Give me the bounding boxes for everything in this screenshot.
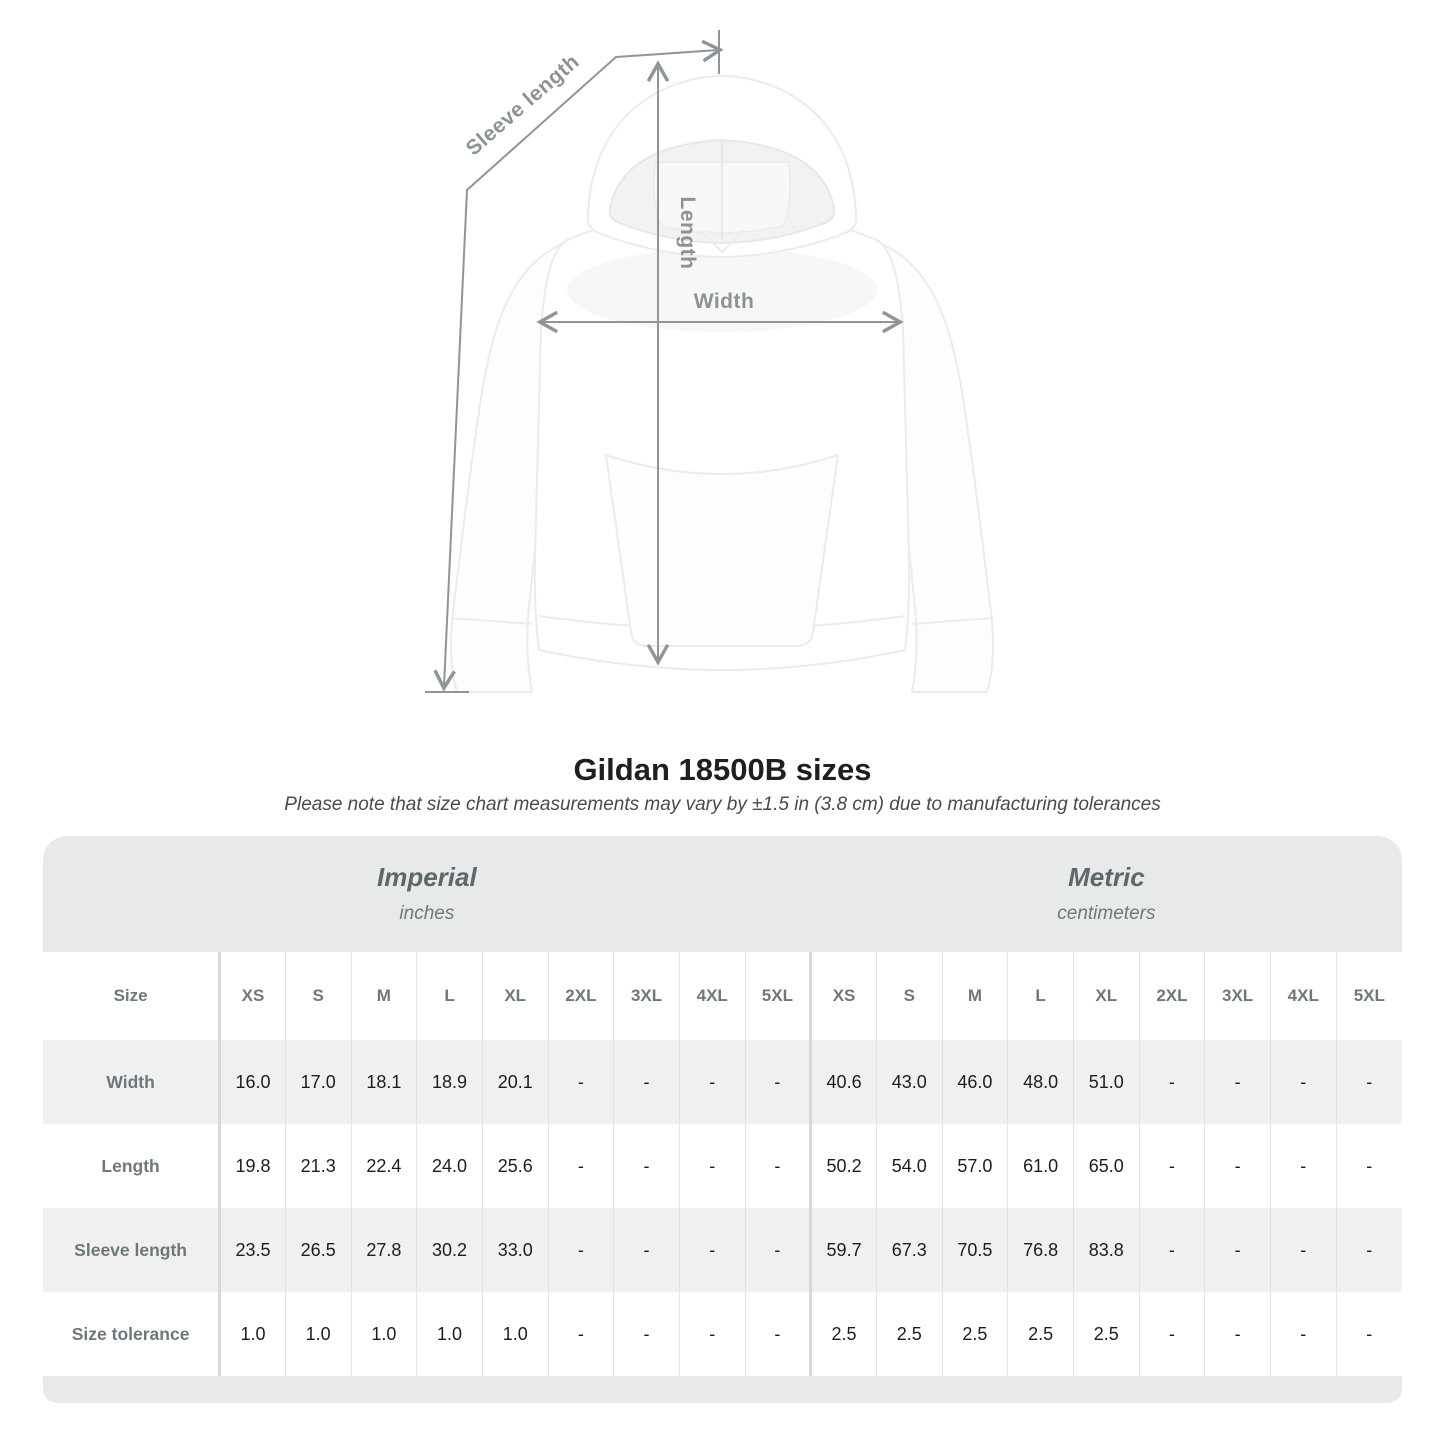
value-cell-imperial-m: 1.0	[351, 1292, 417, 1376]
imperial-unit: inches	[399, 903, 455, 925]
value-cell-imperial-2xl: -	[548, 1208, 614, 1292]
value-cell-metric-xs: 40.6	[811, 1040, 877, 1124]
size-header-metric-4xl: 4XL	[1270, 952, 1336, 1040]
size-header-imperial-m: M	[351, 952, 417, 1040]
value-cell-imperial-l: 18.9	[417, 1040, 483, 1124]
metric-unit: centimeters	[1057, 903, 1156, 925]
size-header-metric-l: L	[1008, 952, 1074, 1040]
size-header-imperial-l: L	[417, 952, 483, 1040]
size-header-imperial-s: S	[285, 952, 351, 1040]
value-cell-imperial-m: 18.1	[351, 1040, 417, 1124]
table-row	[43, 1040, 1402, 1124]
size-header-metric-s: S	[876, 952, 942, 1040]
value-cell-metric-5xl: -	[1336, 1040, 1402, 1124]
value-cell-metric-xs: 50.2	[811, 1124, 877, 1208]
value-cell-metric-s: 2.5	[876, 1292, 942, 1376]
value-cell-imperial-2xl: -	[548, 1292, 614, 1376]
table-row	[43, 1124, 1402, 1208]
value-cell-metric-l: 61.0	[1008, 1124, 1074, 1208]
size-header-imperial-xl: XL	[482, 952, 548, 1040]
size-header-metric-5xl: 5XL	[1336, 952, 1402, 1040]
size-header-row	[43, 952, 1402, 1040]
value-cell-imperial-l: 1.0	[417, 1292, 483, 1376]
value-cell-metric-xl: 2.5	[1073, 1292, 1139, 1376]
value-cell-imperial-4xl: -	[679, 1292, 745, 1376]
value-cell-imperial-4xl: -	[679, 1208, 745, 1292]
value-cell-imperial-xs: 16.0	[220, 1040, 286, 1124]
value-cell-imperial-5xl: -	[745, 1208, 811, 1292]
value-cell-metric-5xl: -	[1336, 1208, 1402, 1292]
value-cell-metric-2xl: -	[1139, 1208, 1205, 1292]
width-label: Width	[693, 290, 755, 313]
size-header-metric-m: M	[942, 952, 1008, 1040]
value-cell-metric-m: 70.5	[942, 1208, 1008, 1292]
value-cell-metric-s: 43.0	[876, 1040, 942, 1124]
value-cell-metric-m: 2.5	[942, 1292, 1008, 1376]
value-cell-metric-3xl: -	[1205, 1040, 1271, 1124]
value-cell-metric-l: 48.0	[1008, 1040, 1074, 1124]
value-cell-metric-m: 46.0	[942, 1040, 1008, 1124]
size-header-metric-xl: XL	[1073, 952, 1139, 1040]
value-cell-imperial-3xl: -	[614, 1292, 680, 1376]
sleeve-length-label: Sleeve length	[461, 49, 584, 161]
unit-header-row	[43, 836, 1402, 952]
value-cell-imperial-m: 27.8	[351, 1208, 417, 1292]
tolerance-note: Please note that size chart measurements may vary by ±1.5 in (3.8 cm) due to manufacturing tolerances	[284, 794, 1161, 815]
value-cell-metric-3xl: -	[1205, 1208, 1271, 1292]
value-cell-imperial-2xl: -	[548, 1040, 614, 1124]
value-cell-metric-s: 54.0	[876, 1124, 942, 1208]
value-cell-metric-l: 2.5	[1008, 1292, 1074, 1376]
metric-label: Metric	[1068, 861, 1145, 892]
value-cell-metric-4xl: -	[1270, 1124, 1336, 1208]
value-cell-imperial-5xl: -	[745, 1040, 811, 1124]
value-cell-imperial-m: 22.4	[351, 1124, 417, 1208]
size-column-header: Size	[43, 952, 220, 1040]
size-header-imperial-2xl: 2XL	[548, 952, 614, 1040]
value-cell-metric-xl: 65.0	[1073, 1124, 1139, 1208]
value-cell-imperial-5xl: -	[745, 1292, 811, 1376]
value-cell-imperial-xs: 1.0	[220, 1292, 286, 1376]
value-cell-metric-4xl: -	[1270, 1292, 1336, 1376]
value-cell-imperial-xl: 20.1	[482, 1040, 548, 1124]
size-header-imperial-5xl: 5XL	[745, 952, 811, 1040]
metric-group-header	[811, 836, 1402, 952]
size-table-grid	[43, 836, 1402, 1376]
table-row	[43, 1208, 1402, 1292]
length-label: Length	[676, 196, 699, 270]
value-cell-imperial-s: 21.3	[285, 1124, 351, 1208]
size-header-metric-3xl: 3XL	[1205, 952, 1271, 1040]
size-table	[43, 836, 1402, 1403]
value-cell-metric-5xl: -	[1336, 1292, 1402, 1376]
size-header-metric-2xl: 2XL	[1139, 952, 1205, 1040]
value-cell-metric-3xl: -	[1205, 1292, 1271, 1376]
value-cell-imperial-s: 17.0	[285, 1040, 351, 1124]
value-cell-imperial-xs: 23.5	[220, 1208, 286, 1292]
value-cell-imperial-4xl: -	[679, 1124, 745, 1208]
size-header-imperial-3xl: 3XL	[614, 952, 680, 1040]
value-cell-imperial-4xl: -	[679, 1040, 745, 1124]
value-cell-metric-xl: 83.8	[1073, 1208, 1139, 1292]
row-label: Length	[101, 1155, 160, 1176]
value-cell-metric-xs: 2.5	[811, 1292, 877, 1376]
value-cell-imperial-2xl: -	[548, 1124, 614, 1208]
value-cell-metric-xs: 59.7	[811, 1208, 877, 1292]
value-cell-metric-2xl: -	[1139, 1124, 1205, 1208]
value-cell-imperial-3xl: -	[614, 1208, 680, 1292]
row-label: Sleeve length	[74, 1239, 187, 1260]
value-cell-metric-3xl: -	[1205, 1124, 1271, 1208]
value-cell-imperial-s: 26.5	[285, 1208, 351, 1292]
row-label: Size tolerance	[71, 1323, 190, 1344]
size-table-body	[43, 1040, 1402, 1376]
table-footer-bar	[43, 1376, 1402, 1403]
value-cell-metric-2xl: -	[1139, 1040, 1205, 1124]
hoodie-garment	[451, 76, 993, 692]
imperial-label: Imperial	[377, 861, 477, 892]
size-header-imperial-4xl: 4XL	[679, 952, 745, 1040]
value-cell-imperial-5xl: -	[745, 1124, 811, 1208]
value-cell-metric-4xl: -	[1270, 1040, 1336, 1124]
value-cell-imperial-l: 30.2	[417, 1208, 483, 1292]
value-cell-metric-xl: 51.0	[1073, 1040, 1139, 1124]
value-cell-imperial-3xl: -	[614, 1124, 680, 1208]
value-cell-metric-4xl: -	[1270, 1208, 1336, 1292]
table-row	[43, 1292, 1402, 1376]
size-header-metric-xs: XS	[811, 952, 877, 1040]
value-cell-imperial-3xl: -	[614, 1040, 680, 1124]
value-cell-metric-m: 57.0	[942, 1124, 1008, 1208]
value-cell-imperial-l: 24.0	[417, 1124, 483, 1208]
page-title: Gildan 18500B sizes	[573, 752, 872, 787]
size-header-imperial-xs: XS	[220, 952, 286, 1040]
value-cell-imperial-xs: 19.8	[220, 1124, 286, 1208]
value-cell-metric-l: 76.8	[1008, 1208, 1074, 1292]
value-cell-metric-s: 67.3	[876, 1208, 942, 1292]
value-cell-metric-2xl: -	[1139, 1292, 1205, 1376]
value-cell-imperial-xl: 1.0	[482, 1292, 548, 1376]
value-cell-metric-5xl: -	[1336, 1124, 1402, 1208]
value-cell-imperial-xl: 25.6	[482, 1124, 548, 1208]
value-cell-imperial-xl: 33.0	[482, 1208, 548, 1292]
value-cell-imperial-s: 1.0	[285, 1292, 351, 1376]
row-label: Width	[106, 1071, 155, 1092]
imperial-group-header	[43, 836, 811, 952]
